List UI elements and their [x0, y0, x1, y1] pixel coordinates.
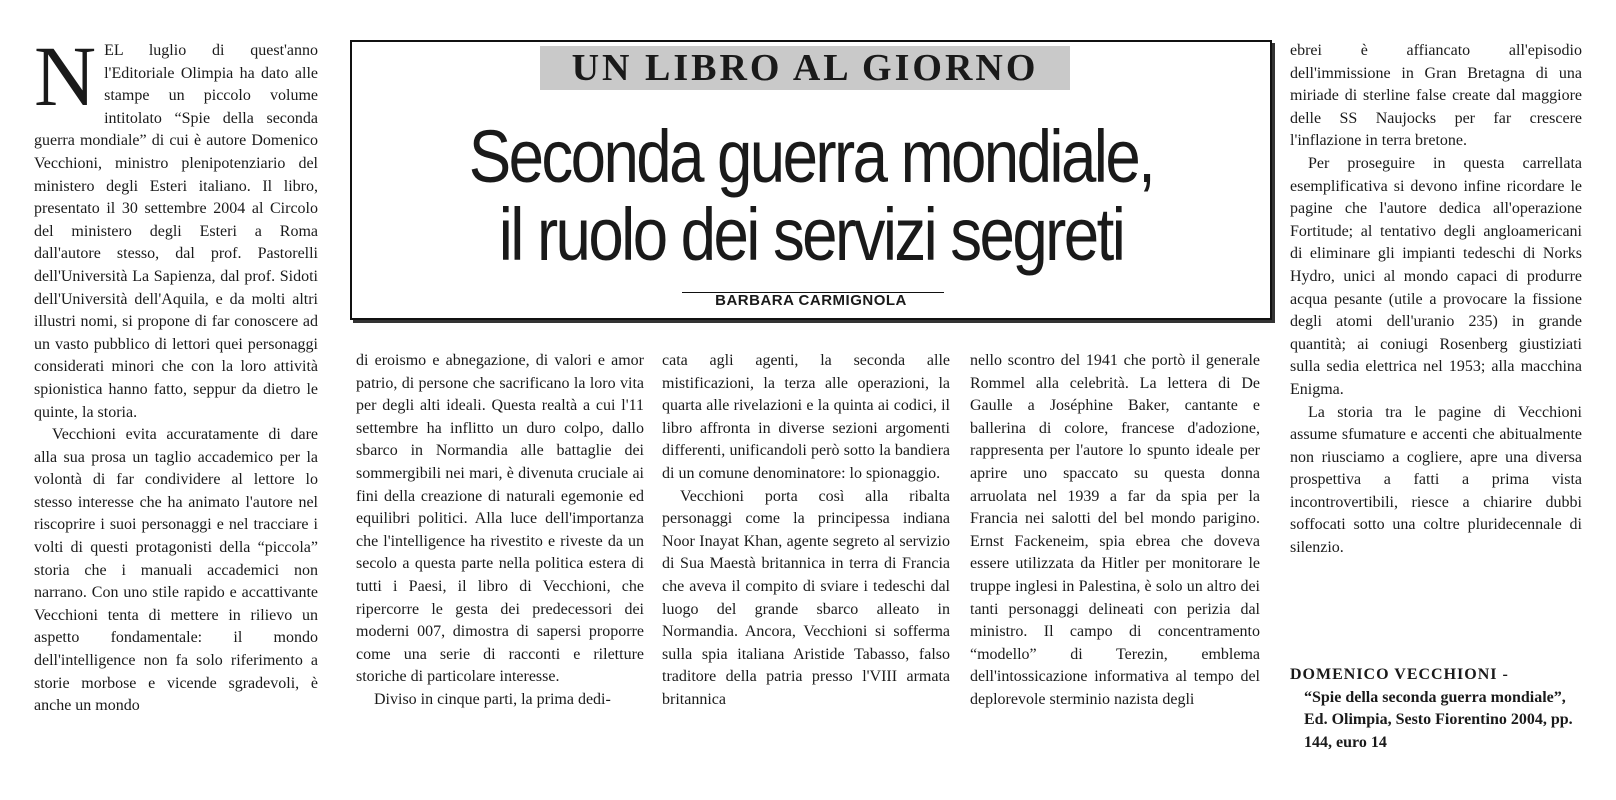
- book-author: DOMENICO VECCHIONI -: [1290, 666, 1509, 683]
- paragraph: di eroismo e abnegazione, di valori e amor patrio, di persone che sacrificano la loro vita per degli alti ideali. Questa realtà a cui l'11 settembre ha inflitto un duro colpo, dallo sbarco in Normandia alle battaglie dei sommergibili nei mari, è divenuta cruciale ai fini della creazione di naturali egemonie ed equilibri politici. Alla luce dell'importanza che l'intelligence ha rivestito e riveste da un secolo a questa parte nella politica estera di tutti i Paesi, il libro di Vecchioni, che ripercorre le gesta dei predecessori dei moderni 007, dimostra di sapersi proporre come una serie di racconti e riletture storiche di particolare interesse.: [356, 352, 644, 686]
- paragraph: Diviso in cinque parti, la prima dedi-: [374, 690, 611, 708]
- article-column-2: [356, 350, 644, 712]
- book-details: “Spie della seconda guerra mondiale”, Ed. Olimpia, Sesto Fiorentino 2004, pp. 144, euro 14: [1304, 688, 1573, 751]
- article-column-4: [970, 350, 1260, 712]
- paragraph: nello scontro del 1941 che portò il generale Rommel alla celebrità. La lettera di De Gaulle a Joséphine Baker, cantante e ballerina di colore, francese d'adozione, rappresenta per l'autore lo spunto ideale per aprire uno spaccato su questa donna arruolata nel 1939 a far da spia per la Francia nei salotti del bel mondo parigino. Ernst Fackeneim, spia ebrea che doveva essere utilizzata da Hitler per monitorare le truppe inglesi in Palestina, è solo un altro dei tanti personaggi delineati con perizia dal ministro. Il campo di concentramento “modello” di Terezin, emblema dell'intossicazione informativa al tempo del deplorevole sterminio nazista degli: [970, 352, 1260, 708]
- article-column-3: [662, 350, 950, 712]
- book-info: [1290, 664, 1582, 754]
- section-rubric: UN LIBRO AL GIORNO: [540, 46, 1070, 90]
- paragraph: ebrei è affiancato all'episodio dell'immissione in Gran Bretagna di una miriade di sterline false create dal maggiore delle SS Naujocks per far crescere l'inflazione in terra bretone.: [1290, 42, 1582, 150]
- paragraph: [34, 28, 318, 424]
- headline-line-2: il ruolo dei servizi segreti: [498, 193, 1124, 276]
- article-column-1: [34, 28, 318, 718]
- byline: BARBARA CARMIGNOLA: [715, 292, 907, 309]
- paragraph-text: EL luglio di quest'anno l'Editoriale Olimpia ha dato alle stampe un piccolo volume intitolato “Spie della seconda guerra mondiale” di cui è autore Domenico Vecchioni, ministro plenipotenziario del ministero degli Esteri italiano. Il libro, presentato il 30 settembre 2004 al Circolo del ministero degli Esteri a Roma dall'autore stesso, dal prof. Pastorelli dell'Università La Sapienza, dal prof. Sidoti dell'Università dell'Aquila, e da molti altri illustri nomi, si propone di far conoscere ad un vasto pubblico di lettori quei personaggi considerati minori che con la loro attività spionistica hanno fatto, seppur da dietro le quinte, la storia.: [34, 42, 318, 421]
- headline-line-1: Seconda guerra mondiale,: [468, 115, 1154, 198]
- drop-cap: N: [34, 28, 97, 124]
- paragraph: Vecchioni evita accuratamente di dare alla sua prosa un taglio accademico per la volontà di far condividere al lettore lo stesso interesse che ha animato l'autore nel riscoprire i suoi personaggi e nel tracciare i volti di questi protagonisti della “piccola” storia che i manuali accademici non narrano. Con uno stile rapido e accattivante Vecchioni tenta di mettere in rilievo un aspetto fondamentale: il mondo dell'intelligence non fa solo riferimento a storie morbose e vicende sgradevoli, è anche un mondo: [34, 426, 318, 715]
- paragraph: Per proseguire in questa carrellata esemplificativa si devono infine ricordare le pagine che l'autore dedica all'operazione Fortitude; al tentativo degli angloamericani di eliminare gli impianti tedeschi di Norks Hydro, unici al mondo capaci di produrre acqua pesante (utile a provocare la fissione degli atomi dell'uranio 235) in grande quantità; ai coniugi Rosenberg giustiziati sulla sedia elettrica nel 1953; alla macchina Enigma.: [1290, 154, 1582, 398]
- paragraph: Vecchioni porta così alla ribalta personaggi come la principessa indiana Noor Inayat Khan, agente segreto al servizio di Sua Maestà britannica in terra di Francia che aveva il compito di sviare i tedeschi dal luogo del grande sbarco alleato in Normandia. Ancora, Vecchioni si sofferma sulla spia italiana Aristide Tabasso, falso traditore della patria presso l'VIII armata britannica: [662, 487, 950, 708]
- paragraph: cata agli agenti, la seconda alle mistificazioni, la terza alle operazioni, la quarta alle rivelazioni e la quinta ai codici, il libro affronta in diverse sezioni argomenti differenti, unificandoli però sotto la bandiera di un comune denominatore: lo spionaggio.: [662, 352, 950, 482]
- article-header-box: [350, 40, 1272, 320]
- article-column-5: [1290, 40, 1582, 560]
- paragraph: La storia tra le pagine di Vecchioni assume sfumature e accenti che abitualmente non riusciamo a cogliere, apre una diversa prospettiva a fatti a prima vista incontrovertibili, riesce a chiarire dubbi soffocati sotto una coltre pluridecennale di silenzio.: [1290, 403, 1582, 557]
- headline: [416, 115, 1205, 276]
